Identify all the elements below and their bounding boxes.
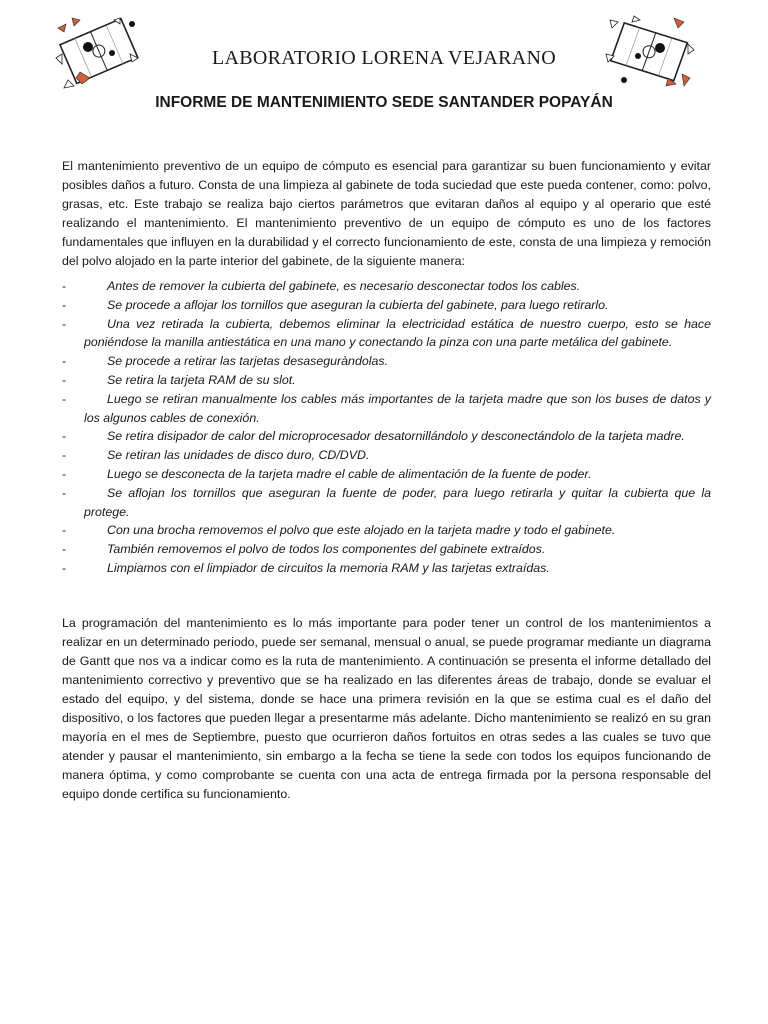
list-item (62, 277, 711, 296)
list-item-text: Se retira la tarjeta RAM de su slot. (107, 372, 296, 387)
list-item-text: Se procede a retirar las tarjetas desaseguràndolas. (107, 354, 389, 369)
list-item (62, 427, 711, 446)
list-item (62, 484, 711, 522)
list-item-text: Con una brocha removemos el polvo que este alojado en la tarjeta madre y todo el gabinete. (107, 523, 616, 538)
list-item-text: También removemos el polvo de todos los componentes del gabinete extraídos. (107, 542, 546, 557)
laboratory-name: LABORATORIO LORENA VEJARANO (211, 47, 557, 69)
list-bullet: - (62, 297, 67, 312)
list-item (62, 352, 711, 371)
list-item (62, 446, 711, 465)
list-item (62, 540, 711, 559)
list-bullet: - (62, 523, 67, 538)
list-item (62, 521, 711, 540)
list-item (62, 465, 711, 484)
list-bullet: - (62, 429, 67, 444)
list-item-text: Se retiran las unidades de disco duro, CD/DVD. (107, 448, 370, 463)
closing-paragraph: La programación del mantenimiento es lo más importante para poder tener un control de los mantenimientos a realizar en un determinado periodo, puede ser semanal, mensual o anual, se puede programar mediante un diagrama de Gantt que nos va a indicar como es la ruta de mantenimiento. A continuación se presenta el informe detallado del mantenimiento correctivo y preventivo que se ha realizado en las diferentes áreas de trabajo, donde se evaluar el estado del equipo, y del sistema, donde se hace una primera revisión en la que se estima cual es el daño del dispositivo, o los factores que pueden llegar a presentarme más adelante. Dicho mantenimiento se realizó en su gran mayoría en el mes de Septiembre, puesto que ocurrieron daños fortuitos en otras sedes a las cuales se tuvo que atender y pausar el mantenimiento, sin embargo a la fecha se tiene la sede con todos los equipos funcionando de manera óptima, y como comprobante se cuenta con una acta de entrega firmada por la persona responsable del equipo donde certifica su funcionamiento. (62, 615, 711, 801)
list-item (62, 296, 711, 315)
list-item (62, 559, 711, 578)
list-item-text: Se retira disipador de calor del microprocesador desatornillándolo y desconectándolo de la tarjeta madre. (107, 429, 685, 444)
list-bullet: - (62, 466, 67, 481)
list-item-text: Una vez retirada la cubierta, debemos eliminar la electricidad estática de nuestro cuerpo, esto se hace poniéndose la manilla antiestática en una mano y conectando la pinza con una parte metálica del gabinete. (84, 316, 711, 350)
list-item (62, 371, 711, 390)
list-item-text: Limpiamos con el limpiador de circuitos la memoria RAM y las tarjetas extraídas. (107, 560, 550, 575)
air-hockey-logo-icon-right (604, 14, 696, 90)
list-bullet: - (62, 560, 67, 575)
list-item-text: Luego se retiran manualmente los cables más importantes de la tarjeta madre que son los buses de datos y los algunos cables de conexión. (84, 391, 711, 425)
report-body (62, 157, 711, 804)
list-bullet: - (62, 391, 67, 406)
list-bullet: - (62, 279, 67, 293)
list-item-text: Antes de remover la cubierta del gabinete, es necesario desconectar todos los cables. (107, 279, 581, 293)
list-bullet: - (62, 448, 67, 463)
report-title: INFORME DE MANTENIMIENTO SEDE SANTANDER POPAYÁN (155, 94, 613, 111)
list-item (62, 315, 711, 353)
list-bullet: - (62, 354, 67, 369)
list-item-text: Luego se desconecta de la tarjeta madre el cable de alimentación de la fuente de poder. (107, 466, 592, 481)
list-item (62, 390, 711, 428)
intro-paragraph: El mantenimiento preventivo de un equipo de cómputo es esencial para garantizar su buen funcionamiento y evitar posibles daños a futuro. Consta de una limpieza al gabinete de toda suciedad que este pueda contener, como: polvo, grasas, etc. Este trabajo se realiza bajo ciertos parámetros que evitaran daños al equipo y al operario que esté realizando el mantenimiento. El mantenimiento preventivo de un equipo de cómputo es uno de los factores fundamentales que influyen en la durabilidad y el correcto funcionamiento de este, consta de una limpieza y remoción del polvo alojado en la parte interior del gabinete, de la siguiente manera: (62, 159, 711, 268)
list-item-text: Se procede a aflojar los tornillos que aseguran la cubierta del gabinete, para luego retirarlo. (107, 297, 609, 312)
list-bullet: - (62, 542, 67, 557)
list-bullet: - (62, 316, 67, 331)
list-item-text: Se aflojan los tornillos que aseguran la fuente de poder, para luego retirarla y quitar la cubierta que la protege. (84, 485, 711, 519)
list-bullet: - (62, 485, 67, 500)
list-bullet: - (62, 372, 67, 387)
maintenance-steps-list (62, 277, 711, 578)
